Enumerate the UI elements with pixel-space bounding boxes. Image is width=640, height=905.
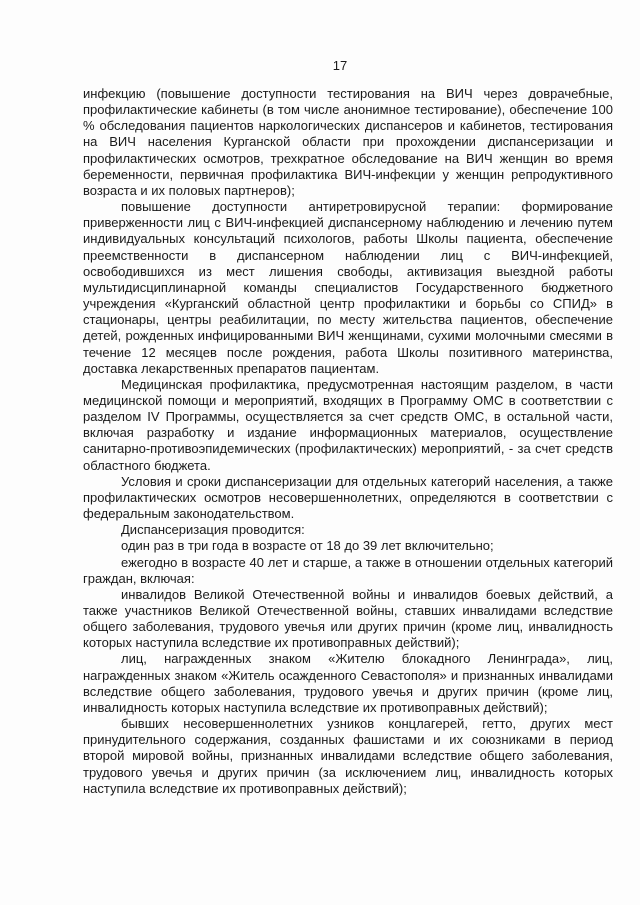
- page-number: 17: [332, 58, 348, 73]
- paragraph-dispensarization-terms: Условия и сроки диспансеризации для отдельных категорий населения, а также профилактических осмотров несовершеннолетних, определяются в соответствии с федеральным законодательством.: [83, 473, 613, 522]
- document-body: [83, 86, 613, 797]
- list-item-age-18-39: один раз в три года в возрасте от 18 до 39 лет включительно;: [121, 538, 494, 554]
- list-item-war-veterans: инвалидов Великой Отечественной войны и инвалидов боевых действий, а также участников Великой Отечественной войны, ставших инвалидами вследствие общего заболевания, трудового увечья или других причин (кроме лиц, инвалидность которых наступила вследствие их противоправных действий);: [83, 586, 613, 651]
- list-item-former-prisoners: бывших несовершеннолетних узников концлагерей, гетто, других мест принудительного содержания, созданных фашистами и их союзниками в период второй мировой войны, признанных инвалидами вследствие общего заболевания, трудового увечья и других причин (за исключением лиц, инвалидность которых наступила вследствие их противоправных действий);: [83, 716, 613, 796]
- paragraph-medical-prevention-funding: Медицинская профилактика, предусмотренная настоящим разделом, в части медицинской помощи и мероприятий, входящих в Программу ОМС в соответствии с разделом IV Программы, осуществляется за счет средств ОМС, в остальной части, включая разработку и издание информационных материалов, осуществление санитарно-противоэпидемических (профилактических) мероприятий, - за счет средств областного бюджета.: [83, 376, 613, 473]
- list-item-age-40-plus: ежегодно в возрасте 40 лет и старше, а также в отношении отдельных категорий граждан, включая:: [83, 554, 613, 586]
- paragraph-antiretroviral-therapy: повышение доступности антиретровирусной терапии: формирование приверженности лиц с ВИЧ-инфекцией диспансерному наблюдению и лечению путем индивидуальных консультаций психологов, работы Школы пациента, обеспечение преемственности в диспансерном наблюдении лиц с ВИЧ-инфекцией, освободившихся из мест лишения свободы, активизация выездной работы мультидисциплинарной команды специалистов Государственного бюджетного учреждения «Курганский областной центр профилактики и борьбы со СПИД» в стационары, центры реабилитации, по месту жительства пациентов, обеспечение детей, рожденных инфицированными ВИЧ женщинами, сухими молочными смесями в течение 12 месяцев после рождения, работа Школы позитивного материнства, доставка лекарственных препаратов пациентам.: [83, 199, 613, 376]
- list-item-leningrad-sevastopol: лиц, награжденных знаком «Жителю блокадного Ленинграда», лиц, награжденных знаком «Житель осажденного Севастополя» и признанных инвалидами вследствие общего заболевания, трудового увечья и других причин (кроме лиц, инвалидность которых наступила вследствие их противоправных действий);: [83, 651, 613, 715]
- paragraph-hiv-testing: инфекцию (повышение доступности тестирования на ВИЧ через доврачебные, профилактические кабинеты (в том числе анонимное тестирование), обеспечение 100 % обследования пациентов наркологических диспансеров и кабинетов, тестирования на ВИЧ населения Курганской области при прохождении диспансеризации и профилактических осмотров, трехкратное обследование на ВИЧ женщин во время беременности, первичная профилактика ВИЧ-инфекции у женщин репродуктивного возраста и их половых партнеров);: [83, 86, 613, 198]
- paragraph-dispensarization-intro: Диспансеризация проводится:: [121, 522, 305, 538]
